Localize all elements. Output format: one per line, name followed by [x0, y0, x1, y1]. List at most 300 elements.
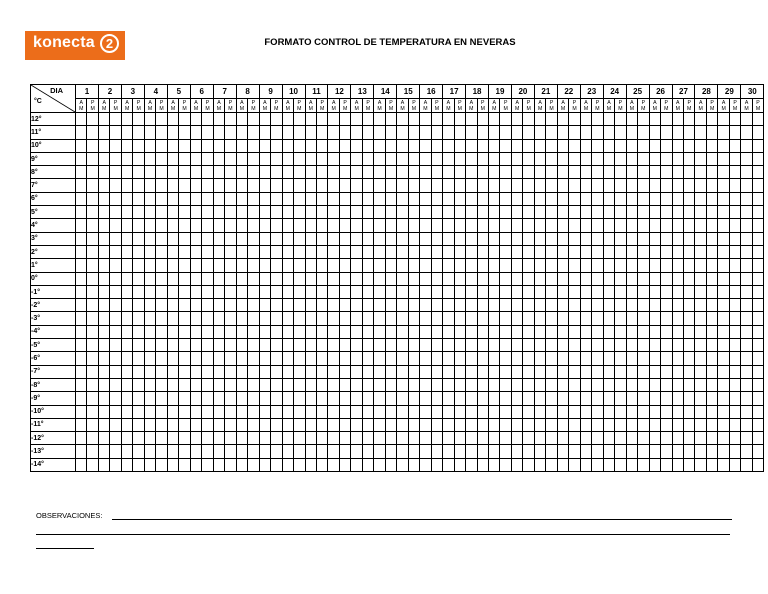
reading-cell[interactable] [271, 312, 282, 325]
reading-cell[interactable] [397, 219, 408, 232]
reading-cell[interactable] [431, 139, 442, 152]
reading-cell[interactable] [718, 126, 729, 139]
reading-cell[interactable] [190, 126, 201, 139]
reading-cell[interactable] [282, 179, 293, 192]
reading-cell[interactable] [511, 219, 522, 232]
reading-cell[interactable] [202, 245, 213, 258]
reading-cell[interactable] [454, 113, 465, 126]
reading-cell[interactable] [511, 392, 522, 405]
reading-cell[interactable] [98, 299, 109, 312]
reading-cell[interactable] [420, 312, 431, 325]
reading-cell[interactable] [236, 206, 247, 219]
reading-cell[interactable] [454, 405, 465, 418]
reading-cell[interactable] [489, 245, 500, 258]
reading-cell[interactable] [339, 139, 350, 152]
reading-cell[interactable] [477, 232, 488, 245]
reading-cell[interactable] [362, 219, 373, 232]
reading-cell[interactable] [420, 179, 431, 192]
reading-cell[interactable] [397, 152, 408, 165]
reading-cell[interactable] [271, 458, 282, 471]
reading-cell[interactable] [236, 152, 247, 165]
reading-cell[interactable] [167, 392, 178, 405]
reading-cell[interactable] [305, 152, 316, 165]
reading-cell[interactable] [374, 152, 385, 165]
reading-cell[interactable] [546, 339, 557, 352]
reading-cell[interactable] [546, 152, 557, 165]
reading-cell[interactable] [534, 219, 545, 232]
reading-cell[interactable] [661, 272, 672, 285]
reading-cell[interactable] [443, 206, 454, 219]
reading-cell[interactable] [431, 192, 442, 205]
reading-cell[interactable] [706, 245, 717, 258]
reading-cell[interactable] [397, 352, 408, 365]
reading-cell[interactable] [179, 392, 190, 405]
reading-cell[interactable] [213, 339, 224, 352]
reading-cell[interactable] [144, 378, 155, 391]
reading-cell[interactable] [213, 312, 224, 325]
reading-cell[interactable] [213, 152, 224, 165]
reading-cell[interactable] [98, 458, 109, 471]
reading-cell[interactable] [98, 378, 109, 391]
reading-cell[interactable] [454, 232, 465, 245]
observations-line-1[interactable] [112, 519, 732, 520]
reading-cell[interactable] [661, 126, 672, 139]
reading-cell[interactable] [225, 219, 236, 232]
reading-cell[interactable] [534, 432, 545, 445]
reading-cell[interactable] [477, 272, 488, 285]
reading-cell[interactable] [523, 418, 534, 431]
reading-cell[interactable] [706, 126, 717, 139]
reading-cell[interactable] [729, 113, 740, 126]
reading-cell[interactable] [695, 418, 706, 431]
reading-cell[interactable] [110, 272, 121, 285]
reading-cell[interactable] [580, 139, 591, 152]
reading-cell[interactable] [294, 458, 305, 471]
reading-cell[interactable] [408, 352, 419, 365]
reading-cell[interactable] [443, 152, 454, 165]
reading-cell[interactable] [374, 432, 385, 445]
reading-cell[interactable] [110, 285, 121, 298]
reading-cell[interactable] [638, 232, 649, 245]
reading-cell[interactable] [248, 378, 259, 391]
reading-cell[interactable] [87, 365, 98, 378]
reading-cell[interactable] [294, 113, 305, 126]
reading-cell[interactable] [374, 365, 385, 378]
reading-cell[interactable] [580, 299, 591, 312]
reading-cell[interactable] [500, 219, 511, 232]
reading-cell[interactable] [167, 245, 178, 258]
reading-cell[interactable] [466, 339, 477, 352]
reading-cell[interactable] [580, 166, 591, 179]
reading-cell[interactable] [706, 299, 717, 312]
reading-cell[interactable] [121, 445, 132, 458]
reading-cell[interactable] [282, 432, 293, 445]
reading-cell[interactable] [523, 179, 534, 192]
reading-cell[interactable] [534, 139, 545, 152]
reading-cell[interactable] [706, 325, 717, 338]
reading-cell[interactable] [385, 312, 396, 325]
reading-cell[interactable] [328, 392, 339, 405]
reading-cell[interactable] [466, 139, 477, 152]
reading-cell[interactable] [179, 179, 190, 192]
reading-cell[interactable] [477, 418, 488, 431]
reading-cell[interactable] [339, 378, 350, 391]
reading-cell[interactable] [695, 312, 706, 325]
reading-cell[interactable] [339, 325, 350, 338]
reading-cell[interactable] [271, 113, 282, 126]
reading-cell[interactable] [236, 179, 247, 192]
reading-cell[interactable] [546, 245, 557, 258]
reading-cell[interactable] [294, 405, 305, 418]
reading-cell[interactable] [271, 219, 282, 232]
reading-cell[interactable] [603, 139, 614, 152]
reading-cell[interactable] [305, 206, 316, 219]
reading-cell[interactable] [259, 179, 270, 192]
reading-cell[interactable] [718, 445, 729, 458]
reading-cell[interactable] [202, 405, 213, 418]
reading-cell[interactable] [362, 126, 373, 139]
reading-cell[interactable] [489, 392, 500, 405]
reading-cell[interactable] [649, 152, 660, 165]
reading-cell[interactable] [167, 299, 178, 312]
reading-cell[interactable] [431, 206, 442, 219]
reading-cell[interactable] [351, 232, 362, 245]
reading-cell[interactable] [271, 325, 282, 338]
reading-cell[interactable] [76, 259, 87, 272]
reading-cell[interactable] [374, 325, 385, 338]
reading-cell[interactable] [397, 458, 408, 471]
reading-cell[interactable] [305, 272, 316, 285]
reading-cell[interactable] [236, 192, 247, 205]
reading-cell[interactable] [626, 285, 637, 298]
reading-cell[interactable] [385, 352, 396, 365]
reading-cell[interactable] [752, 152, 763, 165]
reading-cell[interactable] [374, 179, 385, 192]
reading-cell[interactable] [511, 312, 522, 325]
reading-cell[interactable] [443, 312, 454, 325]
reading-cell[interactable] [167, 312, 178, 325]
reading-cell[interactable] [477, 192, 488, 205]
reading-cell[interactable] [649, 405, 660, 418]
reading-cell[interactable] [649, 299, 660, 312]
reading-cell[interactable] [87, 179, 98, 192]
reading-cell[interactable] [603, 192, 614, 205]
reading-cell[interactable] [661, 339, 672, 352]
reading-cell[interactable] [466, 365, 477, 378]
reading-cell[interactable] [511, 445, 522, 458]
reading-cell[interactable] [557, 232, 568, 245]
reading-cell[interactable] [98, 405, 109, 418]
reading-cell[interactable] [569, 352, 580, 365]
reading-cell[interactable] [661, 432, 672, 445]
reading-cell[interactable] [144, 432, 155, 445]
reading-cell[interactable] [179, 245, 190, 258]
reading-cell[interactable] [672, 192, 683, 205]
reading-cell[interactable] [626, 445, 637, 458]
reading-cell[interactable] [557, 166, 568, 179]
reading-cell[interactable] [385, 405, 396, 418]
reading-cell[interactable] [454, 285, 465, 298]
reading-cell[interactable] [489, 378, 500, 391]
reading-cell[interactable] [500, 139, 511, 152]
reading-cell[interactable] [271, 232, 282, 245]
reading-cell[interactable] [144, 272, 155, 285]
reading-cell[interactable] [282, 166, 293, 179]
reading-cell[interactable] [569, 312, 580, 325]
reading-cell[interactable] [454, 206, 465, 219]
reading-cell[interactable] [248, 259, 259, 272]
reading-cell[interactable] [328, 339, 339, 352]
reading-cell[interactable] [110, 232, 121, 245]
reading-cell[interactable] [695, 192, 706, 205]
reading-cell[interactable] [156, 126, 167, 139]
reading-cell[interactable] [420, 152, 431, 165]
reading-cell[interactable] [706, 285, 717, 298]
reading-cell[interactable] [431, 113, 442, 126]
reading-cell[interactable] [190, 219, 201, 232]
reading-cell[interactable] [649, 179, 660, 192]
reading-cell[interactable] [752, 139, 763, 152]
reading-cell[interactable] [408, 152, 419, 165]
reading-cell[interactable] [603, 418, 614, 431]
reading-cell[interactable] [592, 458, 603, 471]
reading-cell[interactable] [489, 352, 500, 365]
reading-cell[interactable] [638, 405, 649, 418]
reading-cell[interactable] [638, 139, 649, 152]
reading-cell[interactable] [741, 378, 752, 391]
reading-cell[interactable] [397, 418, 408, 431]
reading-cell[interactable] [706, 152, 717, 165]
reading-cell[interactable] [202, 365, 213, 378]
reading-cell[interactable] [741, 166, 752, 179]
reading-cell[interactable] [626, 392, 637, 405]
reading-cell[interactable] [328, 219, 339, 232]
reading-cell[interactable] [523, 445, 534, 458]
reading-cell[interactable] [305, 418, 316, 431]
reading-cell[interactable] [374, 113, 385, 126]
reading-cell[interactable] [385, 272, 396, 285]
reading-cell[interactable] [420, 285, 431, 298]
reading-cell[interactable] [718, 245, 729, 258]
reading-cell[interactable] [466, 432, 477, 445]
reading-cell[interactable] [557, 432, 568, 445]
reading-cell[interactable] [351, 392, 362, 405]
reading-cell[interactable] [98, 152, 109, 165]
reading-cell[interactable] [615, 352, 626, 365]
reading-cell[interactable] [477, 285, 488, 298]
reading-cell[interactable] [282, 392, 293, 405]
reading-cell[interactable] [213, 299, 224, 312]
reading-cell[interactable] [454, 445, 465, 458]
reading-cell[interactable] [294, 126, 305, 139]
reading-cell[interactable] [752, 325, 763, 338]
reading-cell[interactable] [706, 445, 717, 458]
reading-cell[interactable] [156, 312, 167, 325]
reading-cell[interactable] [328, 152, 339, 165]
reading-cell[interactable] [683, 352, 694, 365]
reading-cell[interactable] [225, 339, 236, 352]
reading-cell[interactable] [683, 339, 694, 352]
reading-cell[interactable] [443, 405, 454, 418]
reading-cell[interactable] [661, 113, 672, 126]
reading-cell[interactable] [557, 126, 568, 139]
reading-cell[interactable] [741, 365, 752, 378]
reading-cell[interactable] [511, 179, 522, 192]
reading-cell[interactable] [305, 432, 316, 445]
reading-cell[interactable] [534, 232, 545, 245]
reading-cell[interactable] [649, 325, 660, 338]
reading-cell[interactable] [729, 458, 740, 471]
reading-cell[interactable] [718, 179, 729, 192]
reading-cell[interactable] [167, 325, 178, 338]
reading-cell[interactable] [741, 245, 752, 258]
reading-cell[interactable] [752, 206, 763, 219]
reading-cell[interactable] [282, 312, 293, 325]
reading-cell[interactable] [592, 365, 603, 378]
reading-cell[interactable] [225, 312, 236, 325]
reading-cell[interactable] [580, 113, 591, 126]
reading-cell[interactable] [580, 152, 591, 165]
reading-cell[interactable] [294, 445, 305, 458]
reading-cell[interactable] [661, 312, 672, 325]
reading-cell[interactable] [98, 113, 109, 126]
reading-cell[interactable] [271, 126, 282, 139]
reading-cell[interactable] [76, 392, 87, 405]
reading-cell[interactable] [248, 139, 259, 152]
reading-cell[interactable] [546, 259, 557, 272]
reading-cell[interactable] [98, 126, 109, 139]
reading-cell[interactable] [649, 339, 660, 352]
reading-cell[interactable] [133, 232, 144, 245]
reading-cell[interactable] [729, 219, 740, 232]
reading-cell[interactable] [328, 325, 339, 338]
reading-cell[interactable] [339, 418, 350, 431]
reading-cell[interactable] [489, 272, 500, 285]
reading-cell[interactable] [477, 139, 488, 152]
reading-cell[interactable] [489, 445, 500, 458]
reading-cell[interactable] [339, 179, 350, 192]
reading-cell[interactable] [328, 259, 339, 272]
reading-cell[interactable] [167, 113, 178, 126]
reading-cell[interactable] [626, 179, 637, 192]
reading-cell[interactable] [706, 458, 717, 471]
reading-cell[interactable] [248, 232, 259, 245]
reading-cell[interactable] [202, 325, 213, 338]
reading-cell[interactable] [431, 418, 442, 431]
reading-cell[interactable] [121, 179, 132, 192]
reading-cell[interactable] [592, 392, 603, 405]
reading-cell[interactable] [511, 192, 522, 205]
reading-cell[interactable] [87, 259, 98, 272]
reading-cell[interactable] [466, 445, 477, 458]
reading-cell[interactable] [615, 405, 626, 418]
reading-cell[interactable] [683, 206, 694, 219]
reading-cell[interactable] [729, 432, 740, 445]
reading-cell[interactable] [294, 418, 305, 431]
reading-cell[interactable] [248, 352, 259, 365]
reading-cell[interactable] [156, 152, 167, 165]
reading-cell[interactable] [408, 166, 419, 179]
reading-cell[interactable] [408, 299, 419, 312]
reading-cell[interactable] [626, 365, 637, 378]
reading-cell[interactable] [603, 352, 614, 365]
reading-cell[interactable] [683, 113, 694, 126]
reading-cell[interactable] [431, 352, 442, 365]
reading-cell[interactable] [121, 272, 132, 285]
reading-cell[interactable] [454, 299, 465, 312]
reading-cell[interactable] [603, 325, 614, 338]
reading-cell[interactable] [408, 192, 419, 205]
reading-cell[interactable] [626, 312, 637, 325]
reading-cell[interactable] [741, 325, 752, 338]
reading-cell[interactable] [259, 113, 270, 126]
reading-cell[interactable] [316, 392, 327, 405]
reading-cell[interactable] [695, 458, 706, 471]
reading-cell[interactable] [156, 166, 167, 179]
reading-cell[interactable] [190, 272, 201, 285]
reading-cell[interactable] [500, 232, 511, 245]
reading-cell[interactable] [282, 378, 293, 391]
reading-cell[interactable] [672, 126, 683, 139]
reading-cell[interactable] [408, 325, 419, 338]
reading-cell[interactable] [729, 192, 740, 205]
reading-cell[interactable] [179, 113, 190, 126]
reading-cell[interactable] [752, 245, 763, 258]
reading-cell[interactable] [316, 445, 327, 458]
reading-cell[interactable] [534, 352, 545, 365]
reading-cell[interactable] [213, 458, 224, 471]
reading-cell[interactable] [362, 166, 373, 179]
reading-cell[interactable] [638, 113, 649, 126]
reading-cell[interactable] [557, 179, 568, 192]
reading-cell[interactable] [420, 126, 431, 139]
reading-cell[interactable] [592, 179, 603, 192]
reading-cell[interactable] [431, 325, 442, 338]
reading-cell[interactable] [339, 259, 350, 272]
reading-cell[interactable] [282, 232, 293, 245]
reading-cell[interactable] [683, 139, 694, 152]
reading-cell[interactable] [569, 179, 580, 192]
reading-cell[interactable] [271, 445, 282, 458]
reading-cell[interactable] [156, 179, 167, 192]
reading-cell[interactable] [741, 272, 752, 285]
reading-cell[interactable] [328, 299, 339, 312]
reading-cell[interactable] [316, 285, 327, 298]
reading-cell[interactable] [225, 166, 236, 179]
reading-cell[interactable] [718, 139, 729, 152]
reading-cell[interactable] [385, 365, 396, 378]
reading-cell[interactable] [339, 458, 350, 471]
reading-cell[interactable] [546, 352, 557, 365]
reading-cell[interactable] [546, 325, 557, 338]
reading-cell[interactable] [489, 192, 500, 205]
reading-cell[interactable] [213, 325, 224, 338]
reading-cell[interactable] [248, 285, 259, 298]
reading-cell[interactable] [133, 179, 144, 192]
reading-cell[interactable] [156, 339, 167, 352]
reading-cell[interactable] [615, 259, 626, 272]
reading-cell[interactable] [133, 285, 144, 298]
reading-cell[interactable] [259, 392, 270, 405]
reading-cell[interactable] [408, 219, 419, 232]
reading-cell[interactable] [638, 299, 649, 312]
reading-cell[interactable] [316, 259, 327, 272]
reading-cell[interactable] [661, 418, 672, 431]
reading-cell[interactable] [500, 339, 511, 352]
reading-cell[interactable] [603, 126, 614, 139]
reading-cell[interactable] [259, 458, 270, 471]
reading-cell[interactable] [729, 339, 740, 352]
